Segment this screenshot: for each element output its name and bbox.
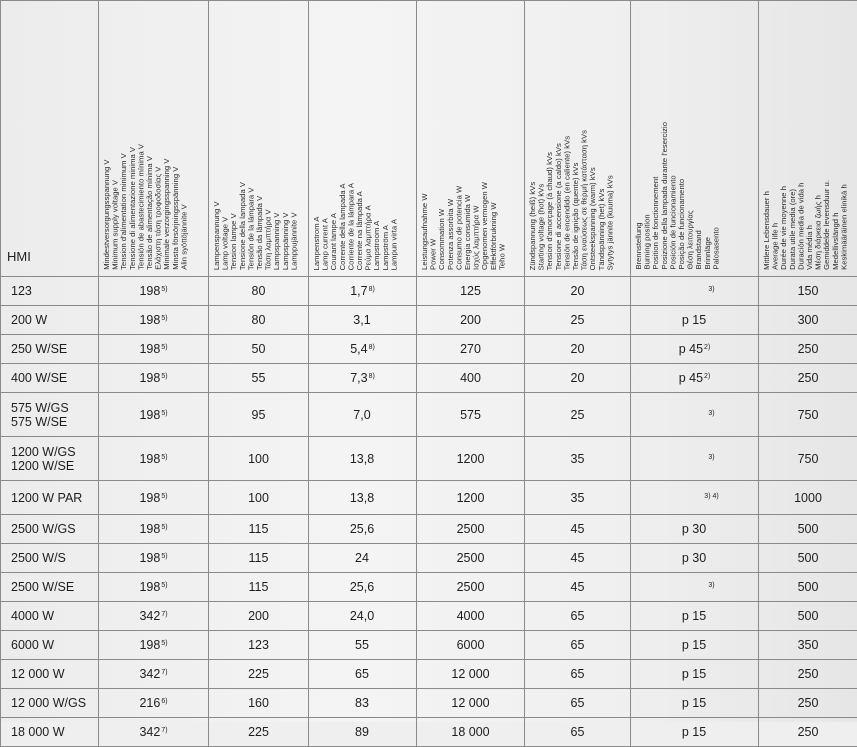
lamp-type-value: 1200 W/GS 1200 W/SE bbox=[11, 445, 76, 473]
footnote-marker: 5) bbox=[161, 315, 167, 322]
burning-position bbox=[631, 660, 759, 689]
lamp-current bbox=[309, 631, 417, 660]
starting-voltage-value: 65 bbox=[571, 667, 585, 681]
starting-voltage-value: 25 bbox=[571, 313, 585, 327]
lamp-voltage bbox=[209, 335, 309, 364]
lamp-voltage bbox=[209, 481, 309, 515]
table-row bbox=[1, 335, 857, 364]
min-supply-voltage bbox=[99, 437, 209, 481]
footnote-marker: 6) bbox=[161, 698, 167, 705]
starting-voltage-value: 20 bbox=[571, 371, 585, 385]
starting-voltage bbox=[525, 544, 631, 573]
power bbox=[417, 437, 525, 481]
footnote-marker: 5) bbox=[161, 454, 167, 461]
burning-position-value: p 15 bbox=[682, 313, 706, 327]
min-supply-voltage-value: 198 bbox=[139, 551, 160, 565]
footnote-marker: 7) bbox=[161, 727, 167, 734]
power-value: 2500 bbox=[457, 522, 485, 536]
power bbox=[417, 515, 525, 544]
footnote-marker: 7) bbox=[161, 669, 167, 676]
average-life-value: 500 bbox=[798, 551, 819, 565]
min-supply-voltage bbox=[99, 631, 209, 660]
header-text: Lampenspannung V Lamp voltage V Tension lampe V Tensione della lampada V Tensión de la lámpara V Tensão da lâmpada V Τάση λαμπτήρα V Lampspanning V Lampspänning V Lamppujännite V bbox=[213, 182, 299, 270]
table-row bbox=[1, 277, 857, 306]
lamp-type-value: 4000 W bbox=[11, 609, 54, 623]
min-supply-voltage-value: 342 bbox=[139, 725, 160, 739]
power bbox=[417, 277, 525, 306]
lamp-voltage-value: 95 bbox=[252, 408, 266, 422]
lamp-type-value: 12 000 W bbox=[11, 667, 65, 681]
lamp-current bbox=[309, 481, 417, 515]
header-text: Mindestversorgungsspannung V Minimum supply voltage V Tension d'alimentation minimum V Tensione di alimentazione minima V Tensión de abastecimiento mínima V Tensão de alimentação mínima V Ελάχιστη τάση τροφοδοσίας V Minimale verzorgingsspanning V Minsta försörjningsspänning V Alin syöttöjännite V bbox=[103, 144, 189, 270]
header-burning-position bbox=[631, 1, 759, 277]
footnote-marker: 5) bbox=[161, 344, 167, 351]
lamp-type bbox=[1, 573, 99, 602]
starting-voltage bbox=[525, 306, 631, 335]
power bbox=[417, 602, 525, 631]
header-text: Mittlere Lebensdauer h Average life h Durée de vie moyenne h Durata utile media (ore) Duración media de vida h Vida média h Μέση διάρκεια ζωής h Gemiddelde levensduur u. Medellivslängd h Keskimääräinen elinikä h bbox=[763, 180, 849, 270]
min-supply-voltage bbox=[99, 335, 209, 364]
average-life-value: 500 bbox=[798, 609, 819, 623]
table-row bbox=[1, 602, 857, 631]
lamp-current-value: 83 bbox=[355, 696, 369, 710]
power bbox=[417, 364, 525, 393]
average-life bbox=[759, 335, 857, 364]
lamp-voltage-value: 115 bbox=[249, 522, 269, 536]
power bbox=[417, 481, 525, 515]
average-life-value: 250 bbox=[798, 371, 819, 385]
average-life bbox=[759, 689, 857, 718]
lamp-current bbox=[309, 364, 417, 393]
header-min-supply-voltage bbox=[99, 1, 209, 277]
average-life-value: 150 bbox=[798, 284, 819, 298]
power-value: 4000 bbox=[457, 609, 485, 623]
power-value: 12 000 bbox=[451, 667, 489, 681]
lamp-current bbox=[309, 515, 417, 544]
table-row bbox=[1, 481, 857, 515]
average-life-value: 750 bbox=[798, 452, 819, 466]
lamp-current-value: 25,6 bbox=[350, 580, 374, 594]
lamp-voltage bbox=[209, 277, 309, 306]
lamp-type bbox=[1, 364, 99, 393]
lamp-voltage-value: 55 bbox=[252, 371, 266, 385]
min-supply-voltage-value: 342 bbox=[139, 667, 160, 681]
starting-voltage bbox=[525, 689, 631, 718]
min-supply-voltage bbox=[99, 481, 209, 515]
lamp-voltage bbox=[209, 573, 309, 602]
power-value: 200 bbox=[460, 313, 481, 327]
burning-position bbox=[631, 437, 759, 481]
lamp-voltage bbox=[209, 437, 309, 481]
average-life-value: 500 bbox=[798, 522, 819, 536]
footnote-marker: 5) bbox=[161, 582, 167, 589]
starting-voltage bbox=[525, 602, 631, 631]
lamp-type-value: 18 000 W bbox=[11, 725, 65, 739]
table-row bbox=[1, 544, 857, 573]
lamp-current-value: 65 bbox=[355, 667, 369, 681]
power-value: 270 bbox=[460, 342, 481, 356]
burning-position-value: p 15 bbox=[682, 696, 706, 710]
lamp-type-value: 2500 W/GS bbox=[11, 522, 76, 536]
footnote-marker: 3) bbox=[708, 410, 714, 417]
lamp-current bbox=[309, 544, 417, 573]
header-power bbox=[417, 1, 525, 277]
min-supply-voltage-value: 198 bbox=[139, 313, 160, 327]
min-supply-voltage-value: 342 bbox=[139, 609, 160, 623]
average-life bbox=[759, 573, 857, 602]
starting-voltage-value: 35 bbox=[571, 452, 585, 466]
starting-voltage bbox=[525, 335, 631, 364]
starting-voltage bbox=[525, 631, 631, 660]
average-life bbox=[759, 306, 857, 335]
lamp-current bbox=[309, 689, 417, 718]
burning-position-value: p 15 bbox=[682, 638, 706, 652]
table-row bbox=[1, 393, 857, 437]
min-supply-voltage bbox=[99, 277, 209, 306]
footnote-marker: 2) bbox=[704, 373, 710, 380]
lamp-voltage-value: 100 bbox=[248, 491, 269, 505]
average-life-value: 750 bbox=[798, 408, 819, 422]
lamp-type-value: 6000 W bbox=[11, 638, 54, 652]
table-row bbox=[1, 306, 857, 335]
footnote-marker: 8) bbox=[369, 373, 375, 380]
min-supply-voltage-value: 198 bbox=[139, 371, 160, 385]
table-row bbox=[1, 660, 857, 689]
power-value: 2500 bbox=[457, 580, 485, 594]
lamp-type bbox=[1, 631, 99, 660]
footnote-marker: 8) bbox=[369, 344, 375, 351]
power-value: 12 000 bbox=[451, 696, 489, 710]
table-row bbox=[1, 515, 857, 544]
starting-voltage-value: 65 bbox=[571, 638, 585, 652]
power bbox=[417, 306, 525, 335]
average-life bbox=[759, 437, 857, 481]
power bbox=[417, 335, 525, 364]
burning-position bbox=[631, 277, 759, 306]
burning-position bbox=[631, 306, 759, 335]
lamp-voltage bbox=[209, 602, 309, 631]
burning-position-value: p 30 bbox=[682, 551, 706, 565]
average-life bbox=[759, 515, 857, 544]
starting-voltage bbox=[525, 364, 631, 393]
starting-voltage bbox=[525, 660, 631, 689]
lamp-voltage bbox=[209, 306, 309, 335]
average-life-value: 300 bbox=[798, 313, 819, 327]
lamp-type-value: 2500 W/S bbox=[11, 551, 66, 565]
burning-position-value: p 15 bbox=[682, 725, 706, 739]
lamp-type bbox=[1, 602, 99, 631]
lamp-current-value: 55 bbox=[355, 638, 369, 652]
lamp-type-value: 400 W/SE bbox=[11, 371, 67, 385]
burning-position bbox=[631, 631, 759, 660]
starting-voltage bbox=[525, 573, 631, 602]
lamp-current bbox=[309, 393, 417, 437]
lamp-current-value: 89 bbox=[355, 725, 369, 739]
header-text: Brennstellung Burning position Position de fonctionnement Posizione della lampada durante l'esercizio Posición de funcionamiento Posição de funcionamento Θέση λειτουργίας Brandstand Brinnläge Palosasento bbox=[635, 122, 721, 270]
lamp-current-value: 24,0 bbox=[350, 609, 374, 623]
burning-position bbox=[631, 481, 759, 515]
starting-voltage-value: 45 bbox=[571, 522, 585, 536]
lamp-type bbox=[1, 277, 99, 306]
footnote-marker: 5) bbox=[161, 410, 167, 417]
min-supply-voltage bbox=[99, 602, 209, 631]
lamp-current bbox=[309, 602, 417, 631]
footnote-marker: 2) bbox=[704, 344, 710, 351]
lamp-voltage-value: 200 bbox=[248, 609, 269, 623]
footnote-marker: 7) bbox=[161, 611, 167, 618]
burning-position-value: p 45 bbox=[679, 342, 703, 356]
table-row bbox=[1, 573, 857, 602]
header-text: Leistungsaufnahme W Power W Consommation W Potenza assorbita W Consumo de potencia W Energia consumida W Ισχύς λαμπτήρα W Opgenomen vermogen W Effektförbrukning W Teho W bbox=[421, 182, 507, 270]
lamp-current-value: 25,6 bbox=[350, 522, 374, 536]
table-body bbox=[1, 277, 857, 747]
starting-voltage-value: 65 bbox=[571, 725, 585, 739]
power bbox=[417, 573, 525, 602]
power bbox=[417, 393, 525, 437]
min-supply-voltage-value: 198 bbox=[139, 491, 160, 505]
min-supply-voltage-value: 198 bbox=[139, 284, 160, 298]
average-life bbox=[759, 660, 857, 689]
min-supply-voltage-value: 198 bbox=[139, 452, 160, 466]
min-supply-voltage bbox=[99, 515, 209, 544]
burning-position bbox=[631, 393, 759, 437]
power-value: 400 bbox=[460, 371, 481, 385]
power bbox=[417, 631, 525, 660]
lamp-voltage bbox=[209, 393, 309, 437]
average-life-value: 250 bbox=[798, 667, 819, 681]
footnote-marker: 3) bbox=[708, 582, 714, 589]
lamp-current-value: 5,4 bbox=[350, 342, 367, 356]
average-life-value: 500 bbox=[798, 580, 819, 594]
burning-position bbox=[631, 515, 759, 544]
lamp-type bbox=[1, 335, 99, 364]
burning-position-value: p 15 bbox=[682, 609, 706, 623]
lamp-current-value: 13,8 bbox=[350, 452, 374, 466]
burning-position bbox=[631, 544, 759, 573]
min-supply-voltage bbox=[99, 306, 209, 335]
average-life bbox=[759, 364, 857, 393]
starting-voltage bbox=[525, 393, 631, 437]
burning-position bbox=[631, 364, 759, 393]
lamp-current bbox=[309, 335, 417, 364]
min-supply-voltage-value: 216 bbox=[139, 696, 160, 710]
starting-voltage bbox=[525, 515, 631, 544]
lamp-voltage-value: 225 bbox=[248, 667, 269, 681]
lamp-type bbox=[1, 306, 99, 335]
min-supply-voltage bbox=[99, 364, 209, 393]
lamp-type-value: 123 bbox=[11, 284, 32, 298]
lamp-current-value: 1,7 bbox=[350, 284, 367, 298]
table-row bbox=[1, 364, 857, 393]
power-value: 1200 bbox=[457, 452, 485, 466]
lamp-voltage-value: 80 bbox=[252, 284, 266, 298]
burning-position-value: p 15 bbox=[682, 667, 706, 681]
footnote-marker: 3) bbox=[708, 286, 714, 293]
lamp-type bbox=[1, 393, 99, 437]
starting-voltage-value: 45 bbox=[571, 551, 585, 565]
header-text: Lampenstrom A Lamp current A Courant lampe A Corrente della lampada A Corriente de la lámpara A Corrente na lâmpada A Ρεύμα λαμπτήρα A Lampstroom A Lampström A Lampun virta A bbox=[313, 183, 399, 270]
average-life bbox=[759, 277, 857, 306]
corner-label-hmi: HMI bbox=[1, 1, 99, 277]
starting-voltage-value: 20 bbox=[571, 284, 585, 298]
lamp-type bbox=[1, 544, 99, 573]
starting-voltage-value: 65 bbox=[571, 696, 585, 710]
power bbox=[417, 689, 525, 718]
lamp-voltage-value: 115 bbox=[249, 551, 269, 565]
lamp-voltage bbox=[209, 515, 309, 544]
lamp-type bbox=[1, 660, 99, 689]
footnote-marker: 5) bbox=[161, 373, 167, 380]
lamp-current bbox=[309, 306, 417, 335]
min-supply-voltage bbox=[99, 689, 209, 718]
power bbox=[417, 660, 525, 689]
lamp-type-value: 1200 W PAR bbox=[11, 491, 82, 505]
lamp-type-value: 250 W/SE bbox=[11, 342, 67, 356]
min-supply-voltage-value: 198 bbox=[139, 522, 160, 536]
min-supply-voltage-value: 198 bbox=[139, 638, 160, 652]
starting-voltage bbox=[525, 437, 631, 481]
lamp-voltage-value: 123 bbox=[248, 638, 269, 652]
min-supply-voltage-value: 198 bbox=[139, 408, 160, 422]
footnote-marker: 5) bbox=[161, 286, 167, 293]
average-life bbox=[759, 631, 857, 660]
power-value: 6000 bbox=[457, 638, 485, 652]
burning-position bbox=[631, 602, 759, 631]
lamp-type-value: 200 W bbox=[11, 313, 47, 327]
lamp-type bbox=[1, 481, 99, 515]
header-lamp-current bbox=[309, 1, 417, 277]
table-row bbox=[1, 631, 857, 660]
lamp-current-value: 7,0 bbox=[353, 408, 370, 422]
power-value: 18 000 bbox=[451, 725, 489, 739]
footnote-marker: 3) bbox=[708, 454, 714, 461]
power-value: 1200 bbox=[457, 491, 485, 505]
header-lamp-voltage bbox=[209, 1, 309, 277]
min-supply-voltage-value: 198 bbox=[139, 342, 160, 356]
lamp-type-value: 12 000 W/GS bbox=[11, 696, 86, 710]
lamp-voltage bbox=[209, 631, 309, 660]
lamp-voltage-value: 225 bbox=[248, 725, 269, 739]
min-supply-voltage bbox=[99, 544, 209, 573]
burning-position bbox=[631, 573, 759, 602]
lamp-type bbox=[1, 515, 99, 544]
power bbox=[417, 544, 525, 573]
lamp-current-value: 24 bbox=[355, 551, 369, 565]
power-value: 575 bbox=[460, 408, 481, 422]
average-life-value: 250 bbox=[798, 725, 819, 739]
min-supply-voltage bbox=[99, 660, 209, 689]
burning-position bbox=[631, 689, 759, 718]
burning-position-value: p 45 bbox=[679, 371, 703, 385]
starting-voltage-value: 65 bbox=[571, 609, 585, 623]
footnote-marker: 3) 4) bbox=[704, 493, 718, 500]
starting-voltage-value: 35 bbox=[571, 491, 585, 505]
header-text: Zündspannung (heiß) kVs Starting voltage (hot) kVs Tension d'amorçage (à chaud) kVs Tensione di accensione (a caldo) kVs Tensión de encendido (en caliente) kVs Tensão de ignição (quente) kVs Τάση εναύσεως σε θερμή κατάσταση kVs Ontsteekspanning (warm) kVs Tändspänning (het) kVs Sytytys jännite (kuuma) kVs bbox=[529, 130, 615, 270]
starting-voltage-value: 25 bbox=[571, 408, 585, 422]
burning-position bbox=[631, 335, 759, 364]
average-life bbox=[759, 393, 857, 437]
lamp-current bbox=[309, 660, 417, 689]
footnote-marker: 5) bbox=[161, 553, 167, 560]
header-average-life bbox=[759, 1, 857, 277]
starting-voltage-value: 45 bbox=[571, 580, 585, 594]
starting-voltage bbox=[525, 277, 631, 306]
min-supply-voltage-value: 198 bbox=[139, 580, 160, 594]
table-row bbox=[1, 689, 857, 718]
average-life bbox=[759, 481, 857, 515]
starting-voltage bbox=[525, 481, 631, 515]
lamp-voltage-value: 100 bbox=[248, 452, 269, 466]
lamp-current bbox=[309, 573, 417, 602]
lamp-voltage-value: 115 bbox=[249, 580, 269, 594]
lamp-voltage-value: 50 bbox=[252, 342, 266, 356]
lamp-voltage bbox=[209, 689, 309, 718]
power-value: 125 bbox=[460, 284, 481, 298]
lamp-voltage bbox=[209, 544, 309, 573]
lamp-current-value: 3,1 bbox=[353, 313, 370, 327]
average-life bbox=[759, 544, 857, 573]
lamp-voltage bbox=[209, 660, 309, 689]
footnote-marker: 8) bbox=[369, 286, 375, 293]
starting-voltage-value: 20 bbox=[571, 342, 585, 356]
burning-position-value: p 30 bbox=[682, 522, 706, 536]
average-life-value: 350 bbox=[798, 638, 819, 652]
average-life-value: 250 bbox=[798, 696, 819, 710]
average-life-value: 250 bbox=[798, 342, 819, 356]
header-row bbox=[1, 1, 857, 277]
footnote-marker: 5) bbox=[161, 640, 167, 647]
lamp-current-value: 13,8 bbox=[350, 491, 374, 505]
min-supply-voltage bbox=[99, 573, 209, 602]
header-starting-voltage bbox=[525, 1, 631, 277]
lamp-type bbox=[1, 437, 99, 481]
lamp-type bbox=[1, 689, 99, 718]
lamp-voltage bbox=[209, 364, 309, 393]
table-row bbox=[1, 437, 857, 481]
lamp-voltage-value: 160 bbox=[248, 696, 269, 710]
average-life-value: 1000 bbox=[794, 491, 822, 505]
lamp-voltage-value: 80 bbox=[252, 313, 266, 327]
average-life bbox=[759, 602, 857, 631]
lamp-current bbox=[309, 437, 417, 481]
min-supply-voltage bbox=[99, 393, 209, 437]
lamp-type-value: 575 W/GS 575 W/SE bbox=[11, 401, 69, 429]
footnote-marker: 5) bbox=[161, 493, 167, 500]
power-value: 2500 bbox=[457, 551, 485, 565]
lamp-current-value: 7,3 bbox=[350, 371, 367, 385]
lamp-type-value: 2500 W/SE bbox=[11, 580, 74, 594]
footnote-marker: 5) bbox=[161, 524, 167, 531]
lamp-current bbox=[309, 277, 417, 306]
